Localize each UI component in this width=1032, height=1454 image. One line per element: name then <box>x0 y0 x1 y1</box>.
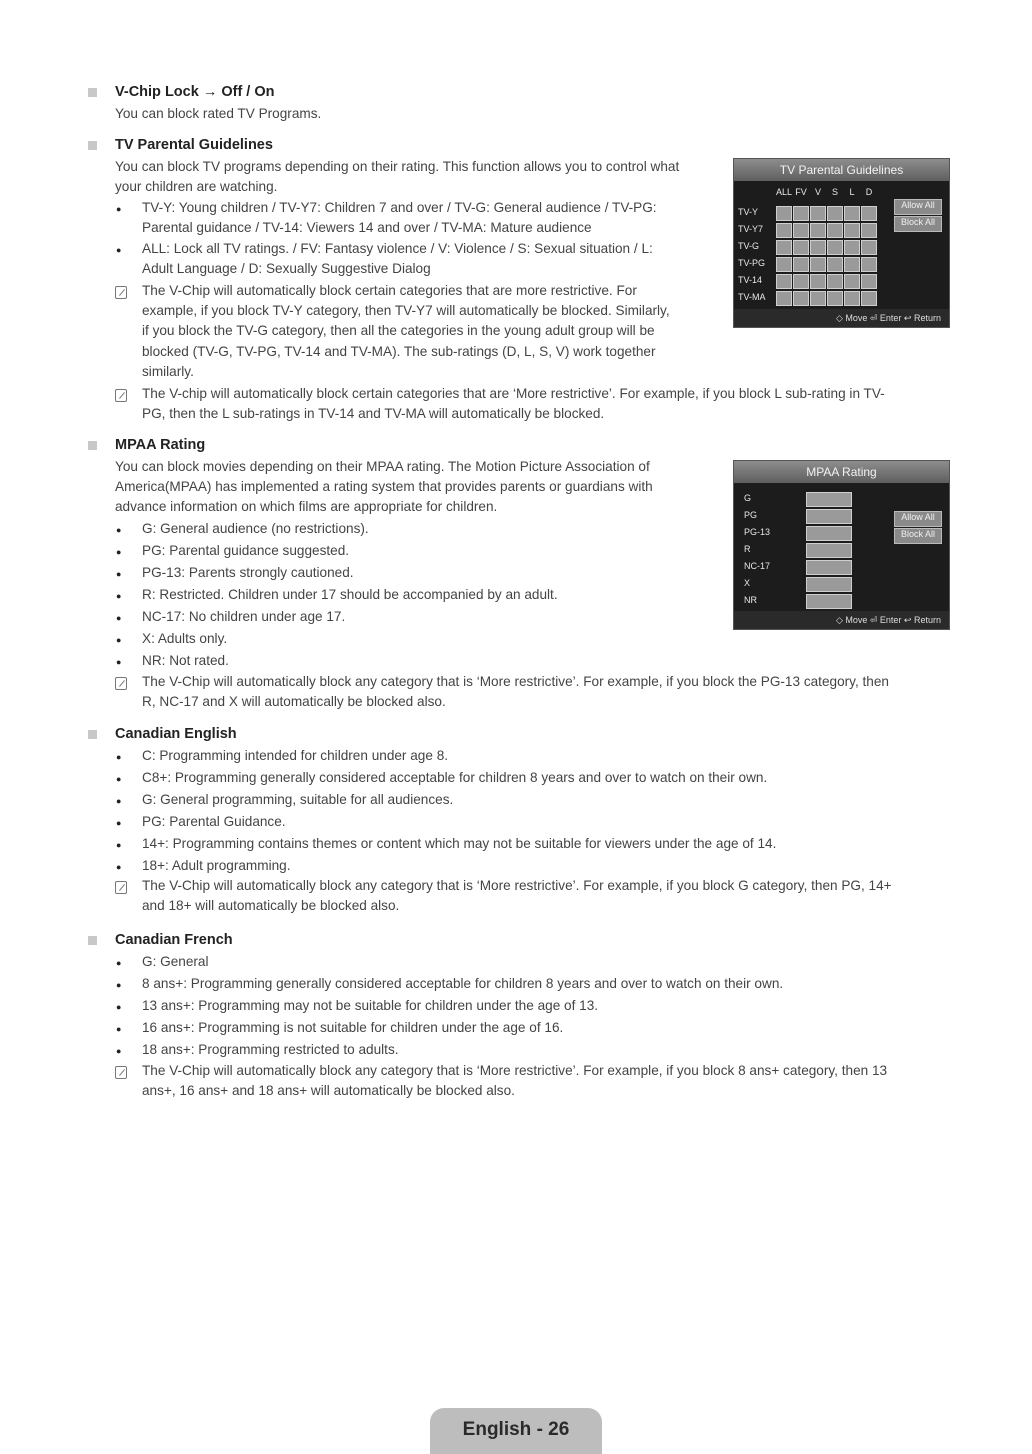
rating-cell[interactable] <box>793 274 809 289</box>
column-header: S <box>831 187 838 197</box>
list-item: 13 ans+: Programming may not be suitable for children under the age of 13. <box>142 998 599 1013</box>
section-bullet <box>88 936 97 945</box>
tv-parental-osd <box>733 158 950 328</box>
rating-cell[interactable] <box>827 206 843 221</box>
bullet-dot: ● <box>116 840 122 850</box>
tvpg-note2-b: PG, then the L sub-ratings in TV-14 and TV-MA will automatically be blocked. <box>142 406 605 421</box>
rating-cell[interactable] <box>810 206 826 221</box>
row-label: TV-G <box>738 241 760 251</box>
bullet-dot: ● <box>116 1024 122 1034</box>
column-header: D <box>865 187 873 197</box>
list-item: C8+: Programming generally considered acceptable for children 8 years and over to watch on their own. <box>142 770 768 785</box>
bullet-dot: ● <box>116 569 122 579</box>
bullet-dot: ● <box>116 657 122 667</box>
list-item: G: General <box>142 954 209 969</box>
tvpg-bullet-1a: TV-Y: Young children / TV-Y7: Children 7 and over / TV-G: General audience / TV-PG: <box>142 200 657 215</box>
list-item: G: General audience (no restrictions). <box>142 521 369 536</box>
rating-cell[interactable] <box>776 240 792 255</box>
rating-cell[interactable] <box>844 291 860 306</box>
note-icon <box>115 389 127 402</box>
list-item: PG-13: Parents strongly cautioned. <box>142 565 354 580</box>
rating-cell[interactable] <box>827 257 843 272</box>
rating-cell[interactable] <box>861 274 877 289</box>
tvpg-note1-b: example, if you block TV-Y category, then TV-Y7 will automatically be blocked. Similarly, <box>142 303 670 318</box>
rating-cell[interactable] <box>806 492 852 507</box>
list-item: 18 ans+: Programming restricted to adults. <box>142 1042 399 1057</box>
column-header: L <box>849 187 855 197</box>
note-icon <box>115 286 127 299</box>
section-bullet <box>88 441 97 450</box>
mpaa-desc-3: advance information on which films are appropriate for children. <box>115 499 498 514</box>
osd-title: TV Parental Guidelines <box>734 159 949 181</box>
mpaa-note-1: The V-Chip will automatically block any category that is ‘More restrictive’. For example, if you block the PG-13 category, then <box>142 674 889 689</box>
rating-cell[interactable] <box>861 223 877 238</box>
block-all-button[interactable]: Block All <box>894 216 942 232</box>
row-label: PG <box>744 510 758 520</box>
rating-cell[interactable] <box>810 274 826 289</box>
tvpg-bullet-2b: Adult Language / D: Sexually Suggestive Dialog <box>142 261 431 276</box>
rating-cell[interactable] <box>806 577 852 592</box>
tvpg-desc-2: your children are watching. <box>115 179 278 194</box>
mpaa-osd <box>733 460 950 630</box>
bullet-dot: ● <box>116 796 122 806</box>
bullet-dot: ● <box>116 245 122 255</box>
rating-cell[interactable] <box>793 291 809 306</box>
rating-cell[interactable] <box>793 257 809 272</box>
bullet-dot: ● <box>116 204 122 214</box>
bullet-dot: ● <box>116 1002 122 1012</box>
list-item: 16 ans+: Programming is not suitable for children under the age of 16. <box>142 1020 564 1035</box>
rating-cell[interactable] <box>844 274 860 289</box>
rating-cell[interactable] <box>844 223 860 238</box>
caneng-title: Canadian English <box>115 726 237 742</box>
osd-footer: ◇ Move ⏎ Enter ↩ Return <box>734 309 949 327</box>
rating-cell[interactable] <box>776 257 792 272</box>
page-footer: English - 26 <box>430 1408 602 1454</box>
mpaa-desc-2: America(MPAA) has implemented a rating system that provides parents or guardians with <box>115 479 653 494</box>
column-header: FV <box>795 187 807 197</box>
rating-cell[interactable] <box>806 526 852 541</box>
rating-cell[interactable] <box>793 223 809 238</box>
canfr-note-2: ans+, 16 ans+ and 18 ans+ will automatically be blocked also. <box>142 1083 515 1098</box>
column-header: ALL <box>776 187 793 197</box>
rating-cell[interactable] <box>844 206 860 221</box>
rating-cell[interactable] <box>861 206 877 221</box>
list-item: G: General programming, suitable for all audiences. <box>142 792 454 807</box>
tvpg-note1-c: if you block the TV-G category, then all the categories in the young adult group will be <box>142 323 655 338</box>
list-item: 8 ans+: Programming generally considered acceptable for children 8 years and over to watch on their own. <box>142 976 784 991</box>
note-icon <box>115 881 127 894</box>
row-label: TV-PG <box>738 258 766 268</box>
tvpg-note1-e: similarly. <box>142 364 194 379</box>
tvpg-bullet-2a: ALL: Lock all TV ratings. / FV: Fantasy violence / V: Violence / S: Sexual situation / L: <box>142 241 653 256</box>
vchip-title: V-Chip Lock → Off / On <box>115 84 275 100</box>
note-icon <box>115 677 127 690</box>
bullet-dot: ● <box>116 547 122 557</box>
rating-cell[interactable] <box>810 240 826 255</box>
column-header: V <box>814 187 821 197</box>
tvpg-title: TV Parental Guidelines <box>115 137 273 153</box>
rating-cell[interactable] <box>806 543 852 558</box>
bullet-dot: ● <box>116 635 122 645</box>
rating-cell[interactable] <box>810 257 826 272</box>
bullet-dot: ● <box>116 958 122 968</box>
row-label: R <box>744 544 751 554</box>
bullet-dot: ● <box>116 818 122 828</box>
row-label: TV-Y <box>738 207 759 217</box>
rating-cell[interactable] <box>806 560 852 575</box>
bullet-dot: ● <box>116 613 122 623</box>
section-bullet <box>88 88 97 97</box>
list-item: C: Programming intended for children under age 8. <box>142 748 449 763</box>
allow-all-button[interactable]: Allow All <box>894 511 942 527</box>
rating-cell[interactable] <box>810 223 826 238</box>
rating-cell[interactable] <box>844 257 860 272</box>
bullet-dot: ● <box>116 862 122 872</box>
bullet-dot: ● <box>116 980 122 990</box>
rating-cell[interactable] <box>810 291 826 306</box>
list-item: NC-17: No children under age 17. <box>142 609 346 624</box>
rating-cell[interactable] <box>806 594 852 609</box>
mpaa-title: MPAA Rating <box>115 437 206 453</box>
mpaa-desc-1: You can block movies depending on their MPAA rating. The Motion Picture Association of <box>115 459 650 474</box>
tvpg-note1-a: The V-Chip will automatically block certain categories that are more restrictive. For <box>142 283 637 298</box>
bullet-dot: ● <box>116 774 122 784</box>
list-item: PG: Parental Guidance. <box>142 814 286 829</box>
allow-all-button[interactable]: Allow All <box>894 199 942 215</box>
tvpg-note2-a: The V-chip will automatically block certain categories that are ‘More restrictive’. For example, if you block L sub-rating in TV- <box>142 386 885 401</box>
tvpg-note1-d: blocked (TV-G, TV-PG, TV-14 and TV-MA). The sub-ratings (D, L, S, V) work together <box>142 344 656 359</box>
row-label: NR <box>744 595 757 605</box>
rating-cell[interactable] <box>776 274 792 289</box>
tvpg-desc-1: You can block TV programs depending on their rating. This function allows you to control what <box>115 159 680 174</box>
caneng-note-2: and 18+ will automatically be blocked also. <box>142 898 400 913</box>
list-item: NR: Not rated. <box>142 653 229 668</box>
caneng-note-1: The V-Chip will automatically block any category that is ‘More restrictive’. For example, if you block G category, then PG, 14+ <box>142 878 892 893</box>
rating-cell[interactable] <box>827 274 843 289</box>
note-icon <box>115 1066 127 1079</box>
mpaa-note-2: R, NC-17 and X will automatically be blocked also. <box>142 694 446 709</box>
rating-cell[interactable] <box>861 257 877 272</box>
rating-cell[interactable] <box>776 291 792 306</box>
list-item: X: Adults only. <box>142 631 228 646</box>
canfr-note-1: The V-Chip will automatically block any category that is ‘More restrictive’. For example, if you block 8 ans+ category, then 13 <box>142 1063 888 1078</box>
row-label: TV-MA <box>738 292 766 302</box>
list-item: PG: Parental guidance suggested. <box>142 543 350 558</box>
section-bullet <box>88 141 97 150</box>
osd-title: MPAA Rating <box>734 461 949 483</box>
row-label: TV-Y7 <box>738 224 764 234</box>
rating-cell[interactable] <box>844 240 860 255</box>
rating-cell[interactable] <box>776 223 792 238</box>
rating-cell[interactable] <box>861 291 877 306</box>
rating-cell[interactable] <box>827 223 843 238</box>
rating-cell[interactable] <box>861 240 877 255</box>
bullet-dot: ● <box>116 591 122 601</box>
rating-cell[interactable] <box>793 240 809 255</box>
bullet-dot: ● <box>116 525 122 535</box>
canfr-title: Canadian French <box>115 932 233 948</box>
block-all-button[interactable]: Block All <box>894 528 942 544</box>
rating-cell[interactable] <box>776 206 792 221</box>
row-label: TV-14 <box>738 275 763 285</box>
list-item: 14+: Programming contains themes or content which may not be suitable for viewers under the age of 14. <box>142 836 777 851</box>
rating-cell[interactable] <box>793 206 809 221</box>
rating-cell[interactable] <box>827 240 843 255</box>
section-bullet <box>88 730 97 739</box>
row-label: X <box>744 578 751 588</box>
row-label: G <box>744 493 752 503</box>
rating-cell[interactable] <box>827 291 843 306</box>
tvpg-bullet-1b: Parental guidance / TV-14: Viewers 14 and over / TV-MA: Mature audience <box>142 220 592 235</box>
list-item: 18+: Adult programming. <box>142 858 291 873</box>
bullet-dot: ● <box>116 752 122 762</box>
bullet-dot: ● <box>116 1046 122 1056</box>
row-label: NC-17 <box>744 561 771 571</box>
row-label: PG-13 <box>744 527 771 537</box>
vchip-desc: You can block rated TV Programs. <box>115 106 322 121</box>
list-item: R: Restricted. Children under 17 should be accompanied by an adult. <box>142 587 558 602</box>
rating-cell[interactable] <box>806 509 852 524</box>
osd-footer: ◇ Move ⏎ Enter ↩ Return <box>734 611 949 629</box>
